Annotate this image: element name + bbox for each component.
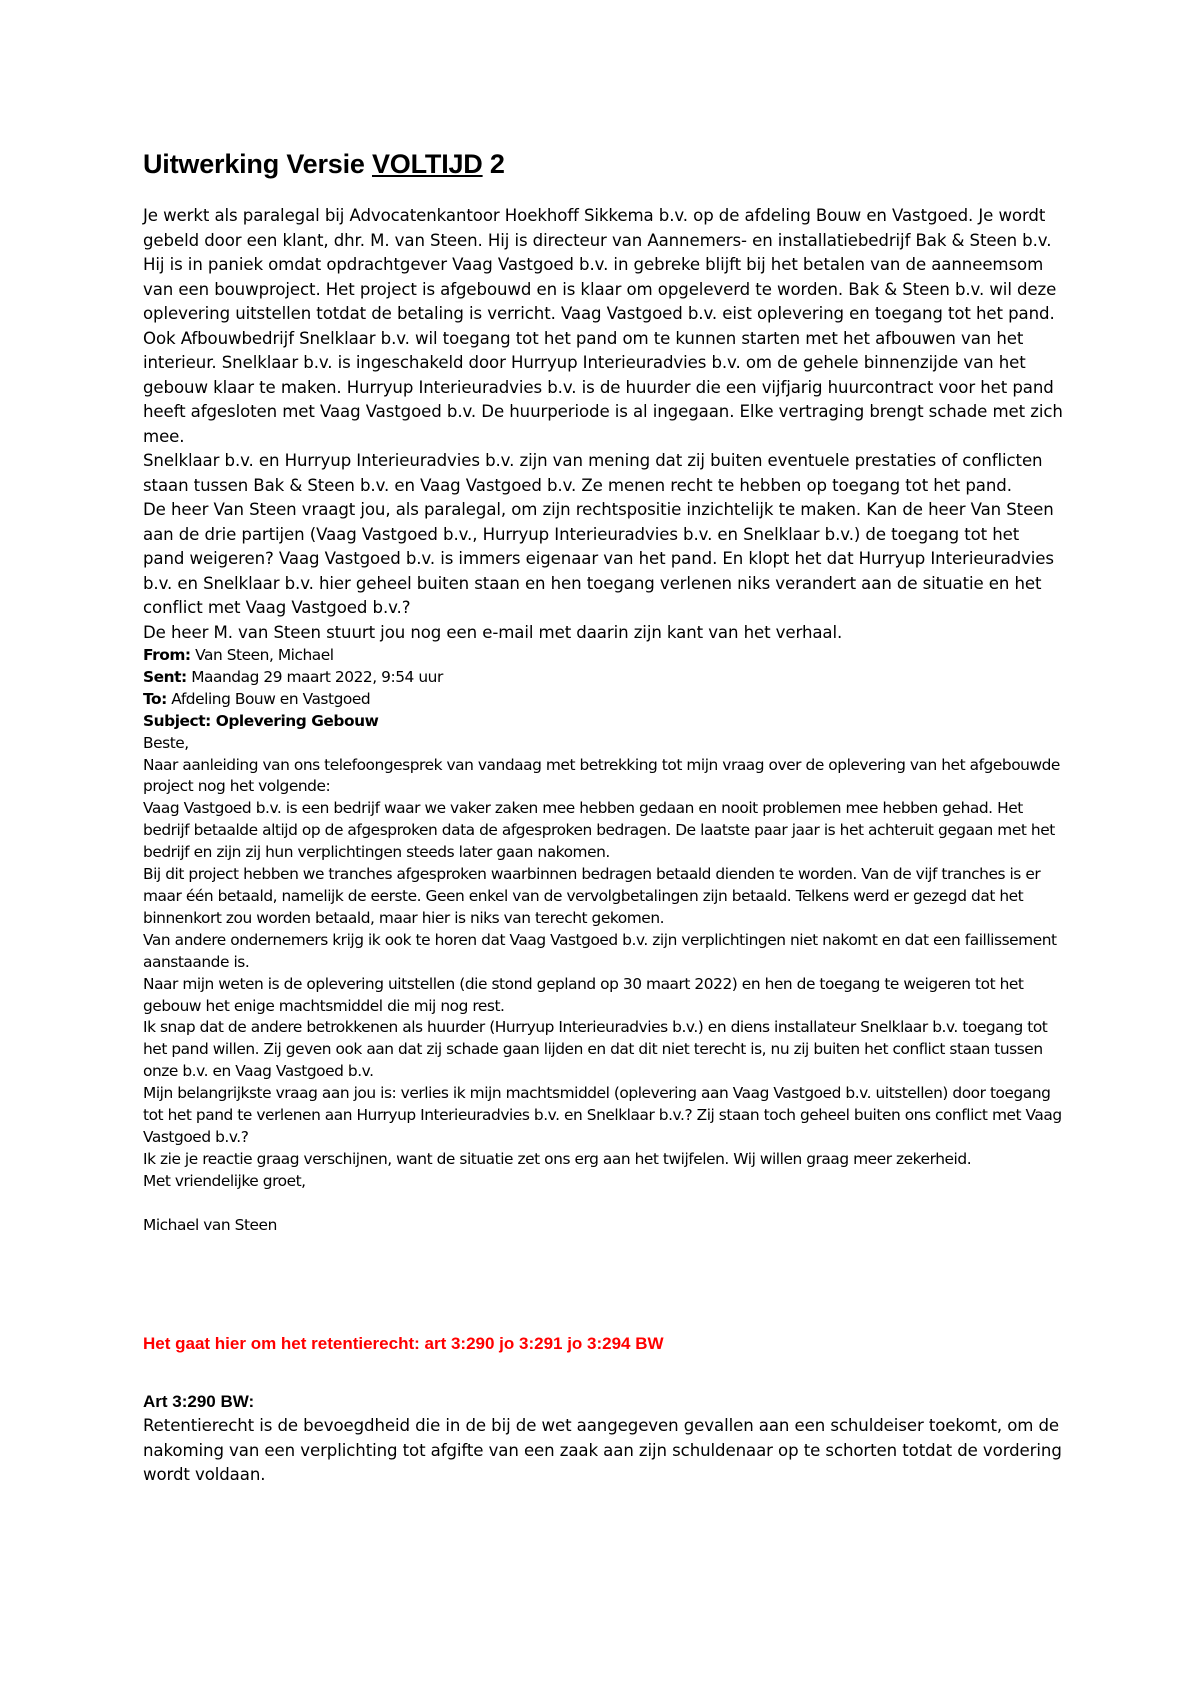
- email-sent-value: Maandag 29 maart 2022, 9:54 uur: [186, 667, 443, 686]
- intro-paragraph: De heer Van Steen vraagt jou, als paralegal, om zijn rechtspositie inzichtelijk te maken. Kan de heer Van Steen aan de drie partijen (Vaag Vastgoed b.v., Hurryup Interieuradvies b.v. en Snelklaar b.v.) de toegang tot het pand weigeren? Vaag Vastgoed b.v. is immers eigenaar van het pand. En klopt het dat Hurryup Interieuradvies b.v. en Snelklaar b.v. hier geheel buiten staan en hen toegang verlenen niks verandert aan de situatie en het conflict met Vaag Vastgoed b.v.?: [143, 500, 1054, 617]
- document-page: [143, 148, 1063, 1488]
- email-signature: Michael van Steen: [143, 1215, 277, 1234]
- document-title: [143, 148, 1063, 180]
- intro-paragraph: Je werkt als paralegal bij Advocatenkantoor Hoekhoff Sikkema b.v. op de afdeling Bouw en Vastgoed. Je wordt gebeld door een klant, dhr. M. van Steen. Hij is directeur van Aannemers- en installatiebedrijf Bak & Steen b.v. Hij is in paniek omdat opdrachtgever Vaag Vastgoed b.v. in gebreke blijft bij het betalen van de aanneemsom van een bouwproject. Het project is afgebouwd en is klaar om opgeleverd te worden. Bak & Steen b.v. wil deze oplevering uitstellen totdat de betaling is verricht. Vaag Vastgoed b.v. eist oplevering en toegang tot het pand.: [143, 206, 1057, 323]
- email-to: [143, 689, 1063, 711]
- title-suffix: 2: [482, 149, 505, 179]
- email-from-value: Van Steen, Michael: [190, 646, 334, 664]
- email-from: [143, 645, 1063, 667]
- email-message: [143, 645, 1063, 1236]
- intro-paragraph: De heer M. van Steen stuurt jou nog een e-mail met daarin zijn kant van het verhaal.: [143, 622, 843, 642]
- email-paragraph: Ik zie je reactie graag verschijnen, want de situatie zet ons erg aan het twijfelen. Wij willen graag meer zekerheid.: [143, 1149, 972, 1168]
- article-heading: Art 3:290 BW:: [143, 1392, 255, 1412]
- email-paragraph: Ik snap dat de andere betrokkenen als huurder (Hurryup Interieuradvies b.v.) en diens installateur Snelklaar b.v. toegang tot het pand willen. Zij geven ook aan dat zij schade gaan lijden en dat dit niet terecht is, nu zij buiten het conflict staan tussen onze b.v. en Vaag Vastgoed b.v.: [143, 1018, 1048, 1081]
- email-closing: Met vriendelijke groet,: [143, 1171, 306, 1190]
- email-greeting: Beste,: [143, 733, 189, 752]
- title-prefix: Uitwerking Versie: [143, 149, 372, 179]
- email-to-label: To:: [143, 689, 167, 708]
- email-sent-label: Sent:: [143, 667, 187, 686]
- article-text: Retentierecht is de bevoegdheid die in de bij de wet aangegeven gevallen aan een schuldeiser toekomt, om de nakoming van een verplichting tot afgifte van een zaak aan zijn schuldenaar op te schorten totdat de vordering wordt voldaan.: [143, 1416, 1062, 1485]
- email-sent: [143, 667, 1063, 689]
- email-paragraph: Naar mijn weten is de oplevering uitstellen (die stond gepland op 30 maart 2022) en hen de toegang te weigeren tot het gebouw het enige machtsmiddel die mij nog rest.: [143, 974, 1024, 1015]
- email-paragraph: Naar aanleiding van ons telefoongesprek van vandaag met betrekking tot mijn vraag over de oplevering van het afgebouwde project nog het volgende:: [143, 755, 1060, 796]
- email-paragraph: Vaag Vastgoed b.v. is een bedrijf waar we vaker zaken mee hebben gedaan en nooit problemen mee hebben gehad. Het bedrijf betaalde altijd op de afgesproken data de afgesproken bedragen. De laatste paar jaar is het achteruit gegaan met het bedrijf en zijn zij hun verplichtingen steeds later gaan nakomen.: [143, 799, 1055, 862]
- email-paragraph: Van andere ondernemers krijg ik ook te horen dat Vaag Vastgoed b.v. zijn verplichtingen niet nakomt en dat een faillissement aanstaande is.: [143, 930, 1057, 971]
- email-from-label: From:: [143, 646, 191, 664]
- email-paragraph: Mijn belangrijkste vraag aan jou is: verlies ik mijn machtsmiddel (oplevering aan Vaag Vastgoed b.v. uitstellen) door toegang tot het pand te verlenen aan Hurryup Interieuradvies b.v. en Snelklaar b.v.? Zij staan toch geheel buiten ons conflict met Vaag Vastgoed b.v.?: [143, 1084, 1062, 1146]
- answer-heading: Het gaat hier om het retentierecht: art 3:290 jo 3:291 jo 3:294 BW: [143, 1334, 664, 1354]
- email-spacer: [143, 1193, 1063, 1215]
- intro-paragraph: Snelklaar b.v. en Hurryup Interieuradvies b.v. zijn van mening dat zij buiten eventuele prestaties of conflicten staan tussen Bak & Steen b.v. en Vaag Vastgoed b.v. Ze menen recht te hebben op toegang tot het pand.: [143, 451, 1043, 495]
- email-to-value: Afdeling Bouw en Vastgoed: [166, 689, 371, 708]
- intro-paragraph: Ook Afbouwbedrijf Snelklaar b.v. wil toegang tot het pand om te kunnen starten met het afbouwen van het interieur. Snelklaar b.v. is ingeschakeld door Hurryup Interieuradvies b.v. om de gehele binnenzijde van het gebouw klaar te maken. Hurryup Interieuradvies b.v. is de huurder die een vijfjarig huurcontract voor het pand heeft afgesloten met Vaag Vastgoed b.v. De huurperiode is al ingegaan. Elke vertraging brengt schade met zich mee.: [143, 328, 1063, 446]
- email-subject: Subject: Oplevering Gebouw: [143, 711, 379, 730]
- title-underlined: VOLTIJD: [372, 149, 483, 179]
- email-paragraph: Bij dit project hebben we tranches afgesproken waarbinnen bedragen betaald dienden te worden. Van de vijf tranches is er maar één betaald, namelijk de eerste. Geen enkel van de vervolgbetalingen zijn betaald. Telkens werd er gezegd dat het binnenkort zou worden betaald, maar hier is niks van terecht gekomen.: [143, 865, 1041, 927]
- case-description: [143, 204, 1063, 645]
